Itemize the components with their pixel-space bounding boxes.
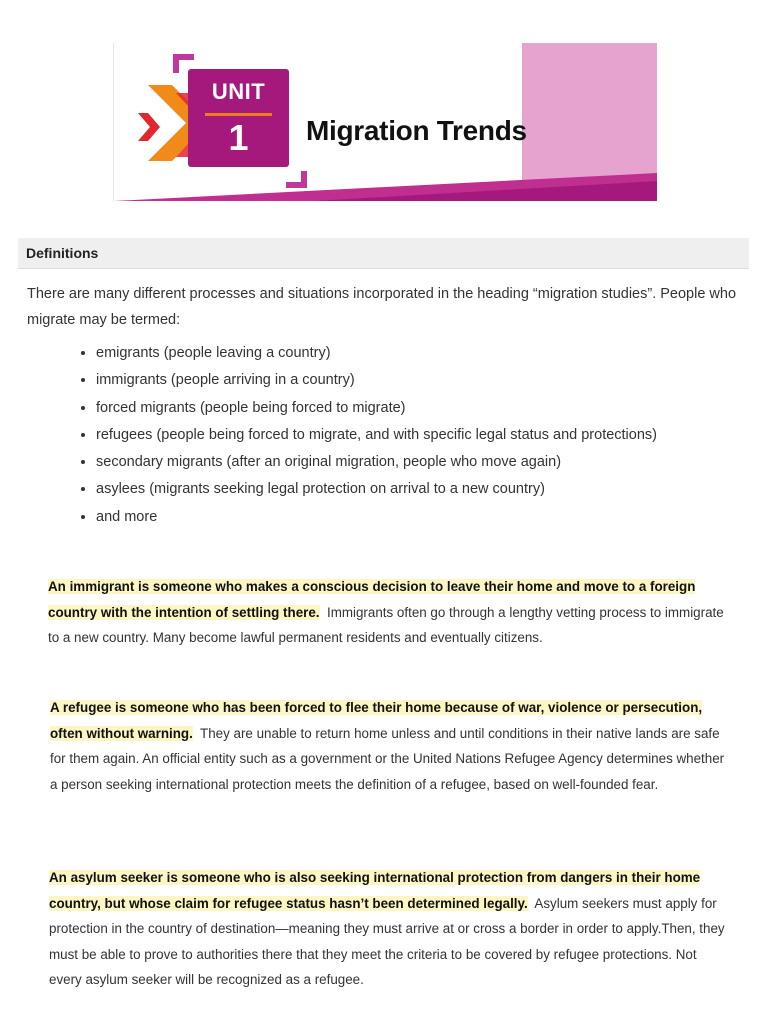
definition-asylum-seeker [49, 865, 729, 993]
page-title: Migration Trends [306, 115, 527, 146]
definition-detail: They are unable to return home unless and until conditions in their native lands are safe for them again. An official entity such as a government or the United Nations Refugee Agency determines whether a person seeking international protection meets the definition of a refugee, based on well-founded fear. [50, 725, 725, 792]
unit-banner [113, 43, 657, 201]
highlighted-definition: A refugee is someone who has been forced to flee their home because of war, violence or persecution, often without warning. [50, 700, 703, 741]
unit-label: UNIT [211, 79, 266, 104]
list-item: • emigrants (people leaving a country) [96, 340, 756, 367]
intro-paragraph: There are many different processes and situations incorporated in the heading “migration studies”. People who migrate may be termed: [27, 286, 737, 328]
definition-detail: Immigrants often go through a lengthy vetting process to immigrate to a new country. Many become lawful permanent residents and eventually citizens. [48, 604, 724, 645]
unit-badge [188, 69, 289, 167]
definition-immigrant [48, 574, 728, 651]
unit-number: 1 [228, 117, 249, 158]
unit-divider [205, 113, 272, 116]
list-item: • forced migrants (people being forced to migrate) [96, 395, 756, 422]
list-item: • asylees (migrants seeking legal protection on arrival to a new country) [96, 476, 756, 503]
list-item: • and more [96, 504, 756, 531]
definition-detail: Asylum seekers must apply for protection in the country of destination—meaning they must arrive at or cross a border in order to apply.Then, they must be able to prove to authorities there that they meet the criteria to be covered by refugee protections. Not every asylum seeker will be recognized as a refugee. [49, 895, 725, 987]
list-item: • immigrants (people arriving in a country) [96, 367, 756, 394]
section-heading: Definitions [26, 245, 99, 261]
list-item: • secondary migrants (after an original migration, people who move again) [96, 449, 756, 476]
highlighted-definition: An asylum seeker is someone who is also seeking international protection from dangers in their home country, but whose claim for refugee status hasn’t been determined legally. [49, 870, 701, 911]
terms-list [64, 340, 756, 531]
definition-refugee [50, 695, 730, 797]
highlighted-definition: An immigrant is someone who makes a conscious decision to leave their home and move to a foreign country with the intention of settling there. [48, 579, 696, 620]
section-header [18, 238, 749, 269]
list-item: • refugees (people being forced to migrate, and with specific legal status and protections) [96, 422, 756, 449]
